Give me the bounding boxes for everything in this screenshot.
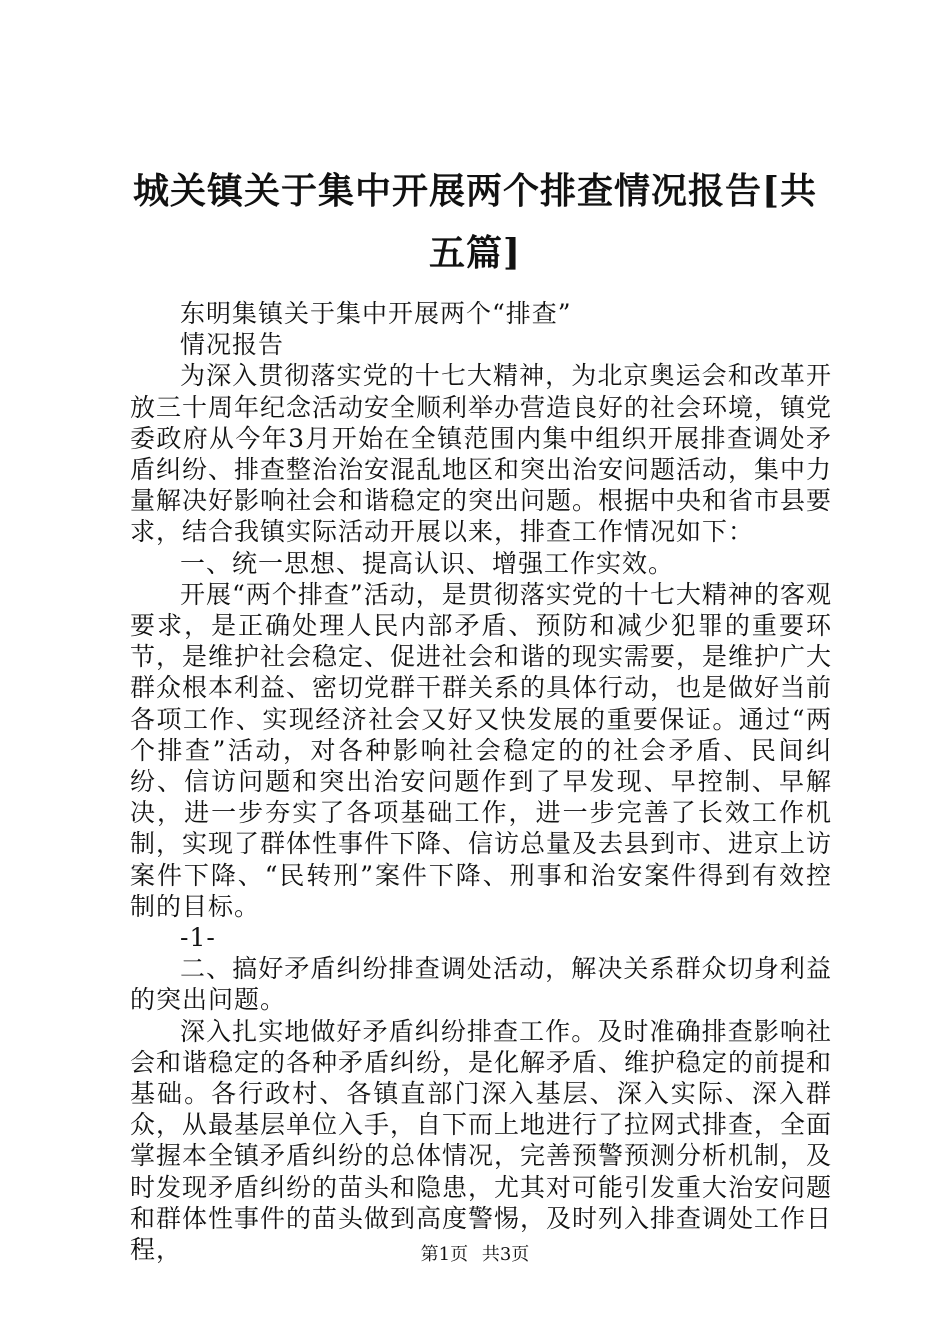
paragraph: 情况报告 [180,330,285,360]
page-number: 第1页 [420,1244,469,1265]
section-heading: 一、统一思想、提高认识、增强工作实效。 [180,548,675,578]
inline-page-marker: -1- [180,923,216,953]
paragraph: 深入扎实地做好矛盾纠纷排查工作。及时准确排查影响社会和谐稳定的各种矛盾纠纷，是化解矛盾、维护稳定的前提和基础。各行政村、各镇直部门深入基层、深入实际、深入群众，从最基层单位入手，自下而上地进行了拉网式排查，全面掌握本全镇矛盾纠纷的总体情况，完善预警预测分析机制，及时发现矛盾纠纷的苗头和隐患，尤其对可能引发重大治安问题和群体性事件的苗头做到高度警惕，及时列入排查调处工作日程， [130,1016,833,1265]
section-heading: 二、搞好矛盾纠纷排查调处活动，解决关系群众切身利益的突出问题。 [130,954,832,1015]
page-total: 共3页 [481,1244,530,1265]
document-body [130,298,832,1265]
paragraph: 为深入贯彻落实党的十七大精神，为北京奥运会和改革开放三十周年纪念活动安全顺利举办营造良好的社会环境，镇党委政府从今年3月开始在全镇范围内集中组织开展排查调处矛盾纠纷、排查整治治安混乱地区和突出治安问题活动，集中力量解决好影响社会和谐稳定的突出问题。根据中央和省市县要求，结合我镇实际活动开展以来，排查工作情况如下： [130,361,833,547]
page-footer [0,1243,950,1267]
document-title: 城关镇关于集中开展两个排查情况报告[共五篇] [132,170,818,274]
paragraph: 东明集镇关于集中开展两个“排查” [180,299,572,328]
paragraph: 开展“两个排查”活动，是贯彻落实党的十七大精神的客观要求，是正确处理人民内部矛盾、预防和减少犯罪的重要环节，是维护社会稳定、促进社会和谐的现实需要，是维护广大群众根本利益、密切党群干群关系的具体行动，也是做好当前各项工作、实现经济社会又好又快发展的重要保证。通过“两个排查”活动，对各种影响社会稳定的的社会矛盾、民间纠纷、信访问题和突出治安问题作到了早发现、早控制、早解决，进一步夯实了各项基础工作，进一步完善了长效工作机制，实现了群体性事件下降、信访总量及去县到市、进京上访案件下降、“民转刑”案件下降、刑事和治安案件得到有效控制的目标。 [130,579,833,921]
